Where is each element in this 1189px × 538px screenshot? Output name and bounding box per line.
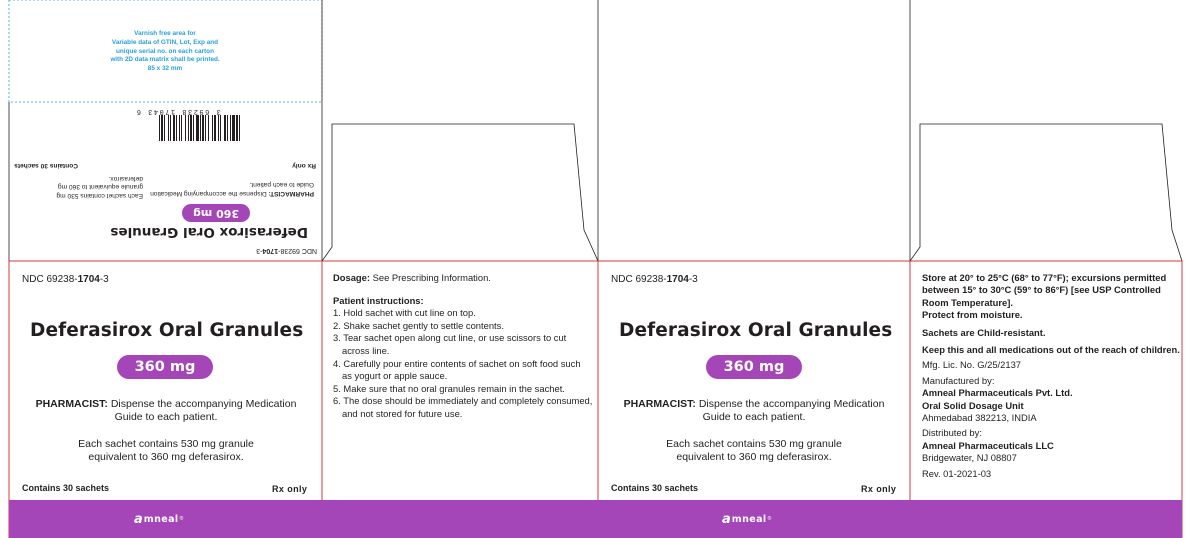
back-pharmacist-note: PHARMACIST: Dispense the accompanying Medication Guide to each patient. (623, 398, 885, 423)
back-rx-only: Rx only (861, 484, 897, 494)
instruction-list (333, 307, 593, 420)
flap-strength-badge: 360 mg (182, 204, 250, 222)
dosage-line: Dosage: See Prescribing Information. (333, 272, 491, 283)
instruction-step: 2. Shake sachet gently to settle contents. (333, 319, 504, 331)
front-title: Deferasirox Oral Granules (30, 320, 304, 341)
front-amneal-logo: a mneal ® (134, 511, 184, 527)
flap-title: Deferasirox Oral Granules (110, 224, 308, 240)
storage-panel (922, 272, 1184, 480)
patient-instructions-heading: Patient instructions: (333, 294, 424, 306)
manufacturer-name: Amneal Pharmaceuticals Pvt. Ltd. (922, 387, 1073, 399)
barcode-icon (108, 111, 248, 141)
instruction-step: 1. Hold sachet with cut line on top. (333, 307, 476, 319)
instructions-panel (333, 272, 593, 421)
front-each-sachet: Each sachet contains 530 mg granule equivalent to 360 mg deferasirox. (78, 438, 254, 463)
distributor-city: Bridgewater, NJ 08807 (922, 452, 1017, 464)
varnish-line: Variable data of GTIN, Lot, Exp and (111, 38, 219, 46)
front-strength-badge: 360 mg (117, 355, 213, 379)
back-title: Deferasirox Oral Granules (619, 320, 893, 341)
storage-conditions: Store at 20° to 25°C (68° to 77°F); excursions permitted between 15° to 30°C (59° to 86°F) [see USP Controlled Room Temperature]. (922, 272, 1167, 308)
flap-rx-only: Rx only (292, 162, 316, 169)
back-strength-badge: 360 mg (706, 355, 802, 379)
barcode-number: 3 69238 17043 6 (135, 107, 221, 115)
back-each-sachet: Each sachet contains 530 mg granule equivalent to 360 mg deferasirox. (666, 438, 842, 463)
back-contains: Contains 30 sachets (611, 483, 699, 493)
instruction-step: 3. Tear sachet open along cut line, or use scissors to cut across line. (333, 332, 567, 356)
brand-band-instructions (322, 500, 598, 538)
brand-band-storage (910, 500, 1182, 538)
protect-moisture: Protect from moisture. (922, 309, 1023, 321)
mfg-license: Mfg. Lic. No. G/25/2137 (922, 359, 1022, 371)
manufactured-by-label: Manufactured by: (922, 374, 995, 386)
varnish-line: unique serial no. on each carton (115, 47, 214, 55)
front-rx-only: Rx only (272, 484, 308, 494)
front-ndc: NDC 69238-1704-3 (22, 274, 109, 285)
flap-pharmacist-note: PHARMACIST: Dispense the accompanying Medication Guide to each patient. (150, 181, 314, 197)
manufacturer-city: Ahmedabad 382213, INDIA (922, 412, 1037, 424)
flap-ndc: NDC 69238-1704-3 (256, 247, 317, 254)
distributed-by-label: Distributed by: (922, 427, 982, 439)
instruction-step: 4. Carefully pour entire contents of sachet on soft food such as yogurt or apple sauce. (333, 357, 581, 382)
back-amneal-logo: a mneal ® (722, 511, 772, 527)
top-flap (12, 103, 318, 261)
varnish-line: Varnish free area for (134, 30, 196, 37)
manufacturer-unit: Oral Solid Dosage Unit (922, 399, 1024, 411)
child-resistant-note: Sachets are Child-resistant. (922, 326, 1046, 338)
flap-contains: Contains 30 sachets (14, 162, 78, 169)
varnish-line: 85 x 32 mm (147, 65, 183, 73)
revision-code: Rev. 01-2021-03 (922, 467, 992, 479)
varnish-note (110, 30, 220, 74)
keep-out-of-reach: Keep this and all medications out of the reach of children. (922, 344, 1180, 356)
instruction-step: 6. The dose should be immediately and completely consumed, and not stored for future use. (333, 395, 593, 419)
distributor-name: Amneal Pharmaceuticals LLC (922, 439, 1054, 451)
varnish-line: with 2D data matrix shall be printed. (110, 56, 220, 64)
front-pharmacist-note: PHARMACIST: Dispense the accompanying Medication Guide to each patient. (35, 398, 297, 423)
instruction-step: 5. Make sure that no oral granules remain in the sachet. (333, 382, 565, 394)
back-ndc: NDC 69238-1704-3 (611, 274, 698, 285)
front-contains: Contains 30 sachets (22, 483, 110, 493)
flap-each-sachet: Each sachet contains 530 mg granule equivalent to 360 mg deferasirox. (56, 174, 143, 199)
